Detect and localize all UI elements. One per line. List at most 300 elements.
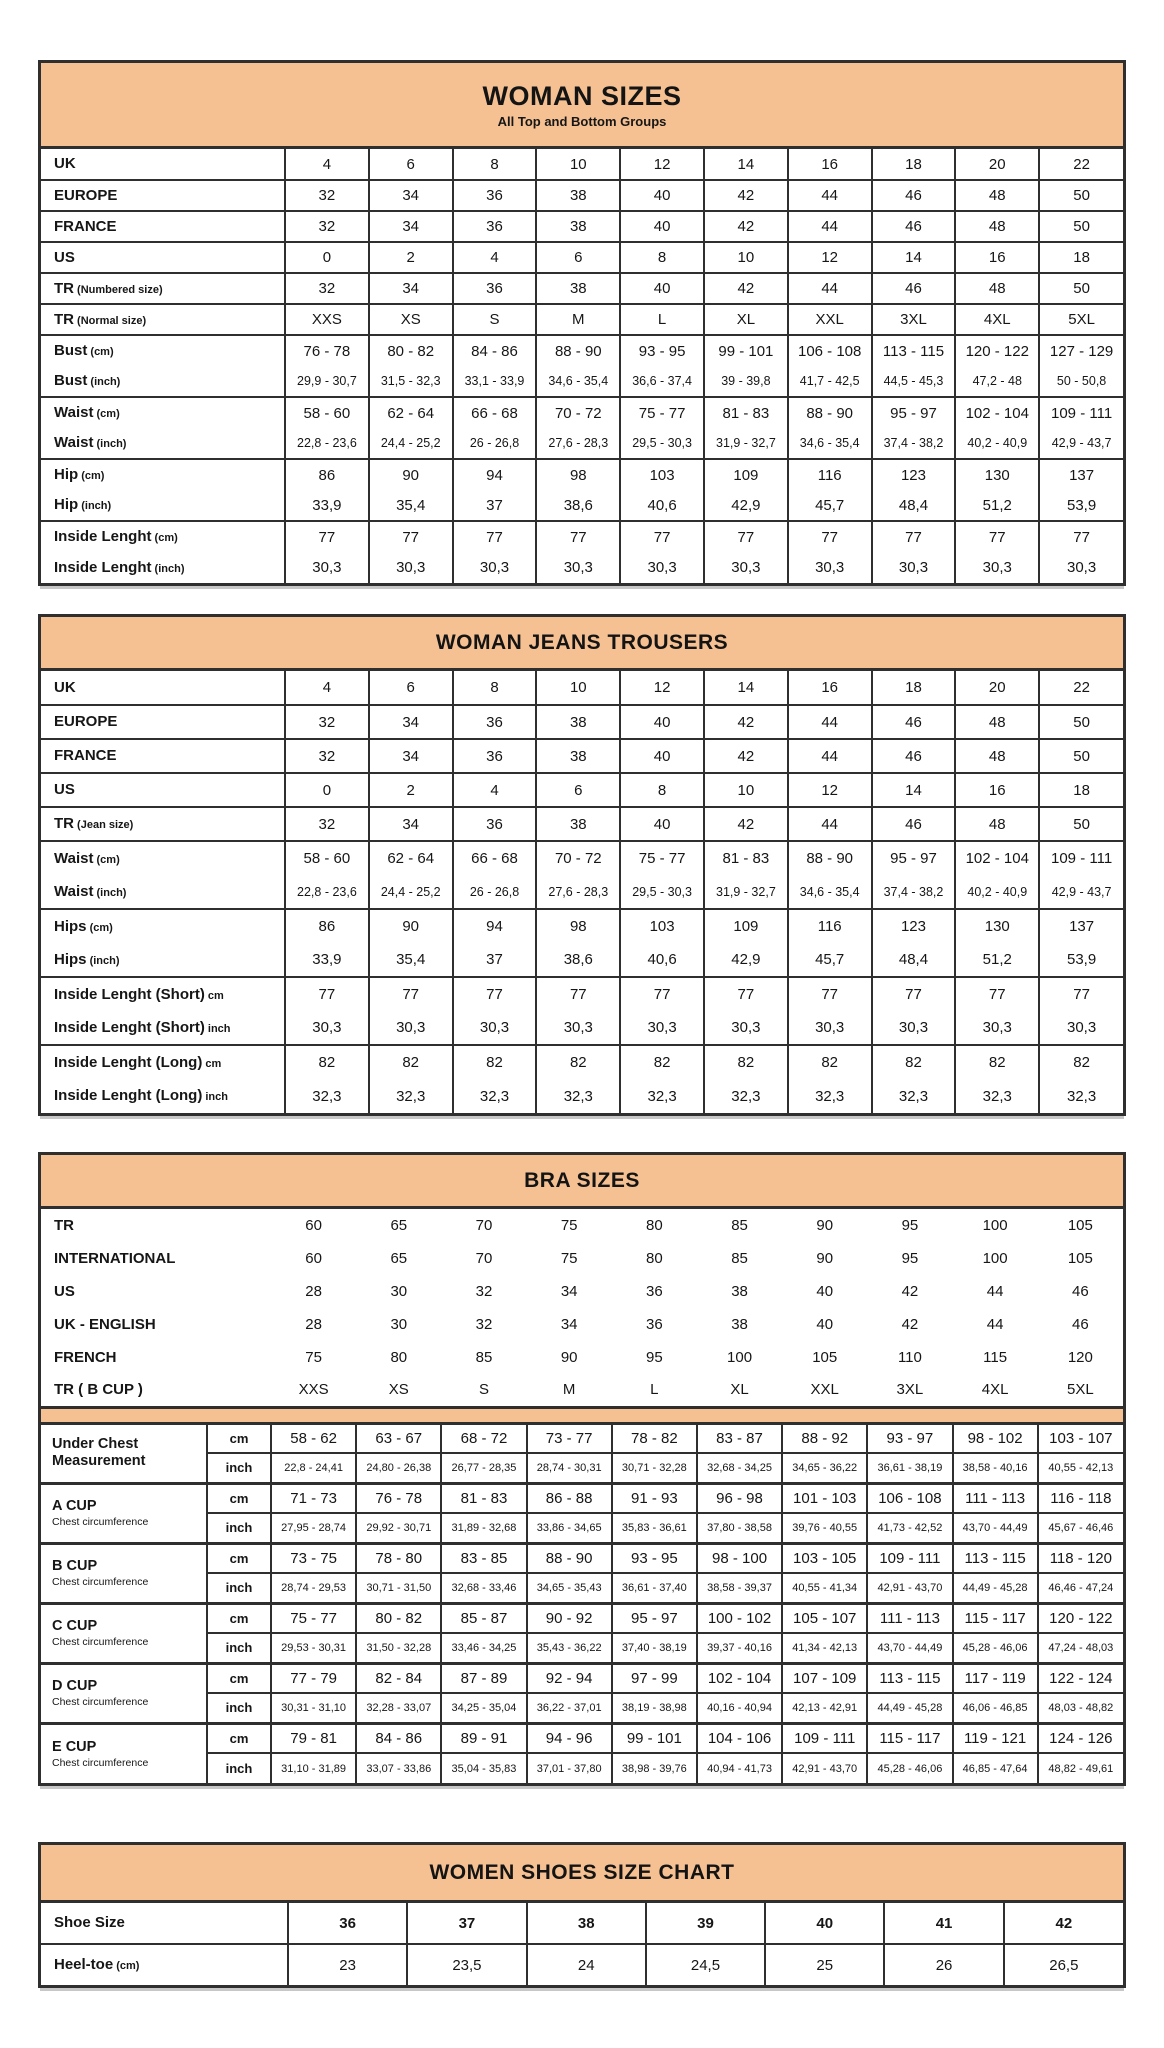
- row-label-text: EUROPE: [54, 186, 118, 204]
- size-value: 35,43 - 36,22: [527, 1633, 612, 1663]
- row-label: [41, 739, 285, 773]
- size-value: 76 - 78: [356, 1483, 441, 1513]
- size-value: 40,16 - 40,94: [697, 1693, 782, 1723]
- size-value: 26 - 26,8: [453, 428, 537, 459]
- size-value: 48: [955, 180, 1039, 211]
- size-value: 48,82 - 49,61: [1038, 1753, 1123, 1783]
- shoes-title: WOMEN SHOES SIZE CHART: [429, 1860, 735, 1884]
- size-value: 31,5 - 32,3: [369, 366, 453, 397]
- size-value: 42: [704, 180, 788, 211]
- size-value: 39,76 - 40,55: [782, 1513, 867, 1543]
- size-value: 32: [475, 1283, 493, 1300]
- size-value: 34,25 - 35,04: [441, 1693, 526, 1723]
- size-value: 29,92 - 30,71: [356, 1513, 441, 1543]
- size-value: 80 - 82: [356, 1603, 441, 1633]
- size-value: 82 - 84: [356, 1663, 441, 1693]
- size-value: 62 - 64: [369, 397, 453, 428]
- size-value: 40,94 - 41,73: [697, 1753, 782, 1783]
- table-row: [41, 335, 1123, 366]
- size-value: 20: [955, 671, 1039, 705]
- size-value: 87 - 89: [441, 1663, 526, 1693]
- size-value: 10: [704, 773, 788, 807]
- bra-group-name: C CUP: [52, 1618, 98, 1635]
- size-value: 42: [901, 1283, 919, 1300]
- size-value: 4: [285, 671, 369, 705]
- size-value: 27,95 - 28,74: [271, 1513, 356, 1543]
- row-label-suffix: (inch): [78, 500, 112, 512]
- size-value: 35,4: [369, 943, 453, 977]
- size-value: 71 - 73: [271, 1483, 356, 1513]
- size-value: 32,68 - 33,46: [441, 1573, 526, 1603]
- size-value: 45,28 - 46,06: [953, 1633, 1038, 1663]
- row-label: [41, 977, 285, 1011]
- size-value: 76 - 78: [285, 335, 369, 366]
- row-label: [41, 180, 285, 211]
- size-value: XXS: [298, 1381, 329, 1399]
- row-label-text: TR: [54, 310, 74, 328]
- row-label: [41, 149, 285, 180]
- size-value: 77: [620, 521, 704, 552]
- size-value: 32,3: [453, 1079, 537, 1113]
- size-value: 45,7: [788, 943, 872, 977]
- size-value: XS: [369, 304, 453, 335]
- size-value: 50: [1039, 273, 1123, 304]
- size-value: 8: [453, 149, 537, 180]
- row-label-suffix: inch: [204, 1022, 231, 1035]
- size-value: 37: [407, 1903, 526, 1944]
- row-label-text: Inside Lenght: [54, 558, 152, 576]
- size-value: 30,3: [453, 552, 537, 583]
- size-value: 48,03 - 48,82: [1038, 1693, 1123, 1723]
- size-value: 60: [305, 1217, 322, 1234]
- row-label: [41, 943, 285, 977]
- size-value: 45,28 - 46,06: [867, 1753, 952, 1783]
- size-value: 90: [369, 459, 453, 490]
- size-value: 32: [285, 273, 369, 304]
- size-value: 94: [453, 909, 537, 943]
- size-value: 116: [788, 459, 872, 490]
- size-value: 16: [788, 671, 872, 705]
- size-value: 30,3: [872, 1011, 956, 1045]
- table-row: [41, 552, 1123, 583]
- table-row: [41, 1308, 1123, 1341]
- size-value: 120 - 122: [1038, 1603, 1123, 1633]
- size-value: 120: [1067, 1349, 1093, 1366]
- table-row: [41, 909, 1123, 943]
- row-label-text: Bust: [54, 342, 88, 359]
- size-value: 30,71 - 32,28: [612, 1453, 697, 1483]
- table-row: [41, 366, 1123, 397]
- table-row: [41, 773, 1123, 807]
- size-value: 85: [731, 1217, 748, 1234]
- size-value: 105 - 107: [782, 1603, 867, 1633]
- row-label: [41, 1374, 271, 1407]
- size-value: 36,61 - 38,19: [867, 1453, 952, 1483]
- row-label-suffix: inch: [202, 1091, 228, 1103]
- size-value: 70: [475, 1217, 493, 1234]
- size-value: 46: [872, 705, 956, 739]
- size-value: 38,6: [536, 943, 620, 977]
- size-value: 8: [620, 242, 704, 273]
- size-value: 36: [453, 273, 537, 304]
- size-value: 111 - 113: [867, 1603, 952, 1633]
- size-value: 77: [788, 521, 872, 552]
- size-value: 40: [620, 705, 704, 739]
- row-label-text: Inside Lenght (Short): [54, 1018, 205, 1036]
- size-value: 51,2: [955, 490, 1039, 521]
- size-value: 32: [285, 807, 369, 841]
- size-value: 77: [285, 521, 369, 552]
- size-value: 29,9 - 30,7: [285, 366, 369, 397]
- size-value: 28: [305, 1283, 322, 1300]
- size-value: L: [650, 1381, 659, 1399]
- size-value: 6: [536, 773, 620, 807]
- size-value: 31,10 - 31,89: [271, 1753, 356, 1783]
- row-label-suffix: (cm): [86, 921, 113, 934]
- size-value: 16: [955, 773, 1039, 807]
- row-label-suffix: (inch): [86, 954, 120, 967]
- size-value: 32,68 - 34,25: [697, 1453, 782, 1483]
- size-value: 75 - 77: [271, 1603, 356, 1633]
- bra-group-name: D CUP: [52, 1678, 98, 1695]
- size-value: 41: [884, 1903, 1003, 1944]
- size-value: 40: [620, 739, 704, 773]
- bra-sizes-section: [38, 1152, 1126, 1786]
- row-label-suffix: cm: [204, 989, 224, 1002]
- size-value: 94: [453, 459, 537, 490]
- size-value: 25: [765, 1944, 884, 1985]
- size-value: 80: [646, 1250, 663, 1267]
- row-label: [41, 1209, 271, 1242]
- size-value: 34: [369, 273, 453, 304]
- size-value: 43,70 - 44,49: [867, 1633, 952, 1663]
- row-label-suffix: (cm): [151, 532, 178, 544]
- size-value: 86 - 88: [527, 1483, 612, 1513]
- size-value: 88 - 90: [788, 397, 872, 428]
- size-value: 88 - 92: [782, 1423, 867, 1453]
- size-value: 105: [812, 1349, 838, 1366]
- size-value: 77: [1039, 977, 1123, 1011]
- size-value: 110: [897, 1349, 922, 1366]
- table-row: [41, 490, 1123, 521]
- size-value: 34,65 - 36,22: [782, 1453, 867, 1483]
- bra-group-subtitle: Chest circumference: [52, 1575, 149, 1588]
- size-value: 42: [704, 211, 788, 242]
- size-value: 26 - 26,8: [453, 875, 537, 909]
- row-label-text: Inside Lenght (Long): [54, 1053, 203, 1071]
- size-value: 77: [453, 521, 537, 552]
- size-value: 30: [390, 1316, 408, 1333]
- bra-group-label: [41, 1723, 207, 1783]
- row-label-text: US: [54, 248, 75, 266]
- size-value: 32,3: [872, 1079, 956, 1113]
- row-label: [41, 1341, 271, 1374]
- row-label-text: FRANCE: [54, 747, 117, 764]
- row-label-suffix: cm: [202, 1057, 222, 1070]
- woman-sizes-section: [38, 60, 1126, 586]
- row-label: [41, 428, 285, 459]
- size-value: 58 - 60: [285, 397, 369, 428]
- size-value: 81 - 83: [704, 841, 788, 875]
- size-value: 42: [1004, 1903, 1123, 1944]
- table-row: [41, 1209, 1123, 1242]
- bra-group-name: E CUP: [52, 1738, 97, 1755]
- row-label: [41, 521, 285, 552]
- size-value: 88 - 90: [536, 335, 620, 366]
- bra-cup-row-cm: [41, 1423, 1123, 1453]
- size-value: 103: [620, 459, 704, 490]
- size-value: 14: [872, 773, 956, 807]
- size-value: 22,8 - 23,6: [285, 428, 369, 459]
- size-value: 30,3: [704, 552, 788, 583]
- size-value: 36: [646, 1283, 663, 1300]
- unit-label-inch: inch: [207, 1753, 271, 1783]
- size-value: 86: [285, 909, 369, 943]
- size-value: 106 - 108: [788, 335, 872, 366]
- table-row: [41, 671, 1123, 705]
- size-value: 48: [955, 807, 1039, 841]
- row-label: [41, 1944, 288, 1985]
- size-value: 95: [901, 1250, 919, 1267]
- size-value: 77: [704, 977, 788, 1011]
- size-value: 33,07 - 33,86: [356, 1753, 441, 1783]
- size-value: 83 - 85: [441, 1543, 526, 1573]
- size-value: 26,77 - 28,35: [441, 1453, 526, 1483]
- size-value: 44,5 - 45,3: [872, 366, 956, 397]
- size-value: 33,46 - 34,25: [441, 1633, 526, 1663]
- size-value: 37,01 - 37,80: [527, 1753, 612, 1783]
- row-label-suffix: (cm): [78, 470, 105, 482]
- table-row: [41, 841, 1123, 875]
- row-label-text: Shoe Size: [54, 1914, 125, 1931]
- row-label-suffix: (inch): [93, 438, 127, 450]
- size-value: 32,3: [369, 1079, 453, 1113]
- size-value: 44: [788, 739, 872, 773]
- size-value: 103 - 107: [1038, 1423, 1123, 1453]
- size-value: 38,58 - 39,37: [697, 1573, 782, 1603]
- bra-group-subtitle: Chest circumference: [52, 1756, 149, 1769]
- unit-label-cm: cm: [207, 1663, 271, 1693]
- size-value: 94 - 96: [527, 1723, 612, 1753]
- table-row: [41, 1011, 1123, 1045]
- size-value: 40,6: [620, 943, 704, 977]
- size-value: 18: [1039, 242, 1123, 273]
- row-label-text: Bust: [54, 372, 88, 389]
- size-value: 44: [986, 1316, 1004, 1333]
- size-value: 29,5 - 30,3: [620, 875, 704, 909]
- bra-sizes-header: [41, 1155, 1123, 1209]
- size-value: XL: [730, 1381, 749, 1399]
- size-value: 98 - 102: [953, 1423, 1038, 1453]
- size-value: 45,7: [788, 490, 872, 521]
- row-label: [41, 335, 285, 366]
- unit-label-cm: cm: [207, 1483, 271, 1513]
- size-value: 137: [1039, 909, 1123, 943]
- size-value: 30,3: [369, 552, 453, 583]
- bra-group-label: [41, 1663, 207, 1723]
- bra-cup-row-cm: [41, 1603, 1123, 1633]
- size-value: 93 - 95: [612, 1543, 697, 1573]
- size-value: 100: [982, 1217, 1008, 1234]
- size-value: 37: [453, 943, 537, 977]
- size-value: 30,3: [620, 1011, 704, 1045]
- unit-label-cm: cm: [207, 1603, 271, 1633]
- row-label: [41, 807, 285, 841]
- size-value: 42,13 - 42,91: [782, 1693, 867, 1723]
- table-row: [41, 1242, 1123, 1275]
- size-value: 95 - 97: [612, 1603, 697, 1633]
- size-value: 4: [453, 773, 537, 807]
- size-value: 53,9: [1039, 490, 1123, 521]
- size-value: 46: [872, 273, 956, 304]
- table-row: [41, 705, 1123, 739]
- size-value: 90: [560, 1349, 578, 1366]
- row-label: [41, 1045, 285, 1079]
- size-value: 38: [731, 1316, 748, 1333]
- size-value: 30,3: [788, 552, 872, 583]
- size-value: 77: [955, 521, 1039, 552]
- size-value: 80: [646, 1217, 663, 1234]
- size-value: 44: [788, 180, 872, 211]
- bra-group-name: A CUP: [52, 1498, 97, 1515]
- size-value: 44,49 - 45,28: [867, 1693, 952, 1723]
- size-value: 100: [982, 1250, 1008, 1267]
- table-row: [41, 875, 1123, 909]
- size-value: 75: [305, 1349, 322, 1366]
- row-label: [41, 459, 285, 490]
- size-value: 100 - 102: [697, 1603, 782, 1633]
- size-value: 82: [704, 1045, 788, 1079]
- size-value: 84 - 86: [453, 335, 537, 366]
- size-value: 42,9: [704, 490, 788, 521]
- size-value: 115 - 117: [867, 1723, 952, 1753]
- size-value: 85 - 87: [441, 1603, 526, 1633]
- size-value: 38: [536, 273, 620, 304]
- size-value: 30,3: [1039, 1011, 1123, 1045]
- size-value: 101 - 103: [782, 1483, 867, 1513]
- size-value: 30,3: [788, 1011, 872, 1045]
- shoes-section: [38, 1842, 1126, 1988]
- size-value: 85: [475, 1349, 493, 1366]
- size-value: 30,3: [285, 552, 369, 583]
- size-value: 28,74 - 30,31: [527, 1453, 612, 1483]
- size-value: 30,3: [872, 552, 956, 583]
- size-value: 82: [285, 1045, 369, 1079]
- size-value: 65: [390, 1217, 408, 1234]
- size-value: 30,3: [369, 1011, 453, 1045]
- size-value: 0: [285, 773, 369, 807]
- size-value: 48,4: [872, 490, 956, 521]
- size-value: 116: [788, 909, 872, 943]
- size-value: 40,2 - 40,9: [955, 428, 1039, 459]
- size-value: 30,3: [536, 1011, 620, 1045]
- size-value: 90: [816, 1217, 834, 1234]
- size-value: 77: [955, 977, 1039, 1011]
- size-value: 77: [704, 521, 788, 552]
- size-value: 46,46 - 47,24: [1038, 1573, 1123, 1603]
- unit-label-cm: cm: [207, 1723, 271, 1753]
- row-label-text: Waist: [54, 404, 94, 421]
- size-value: 60: [305, 1250, 322, 1267]
- table-row: [41, 807, 1123, 841]
- size-value: 12: [620, 671, 704, 705]
- bra-group-subtitle: Chest circumference: [52, 1695, 149, 1708]
- row-label-text: Inside Lenght (Long): [54, 1087, 203, 1104]
- size-value: 34: [369, 807, 453, 841]
- size-value: 95 - 97: [872, 397, 956, 428]
- size-value: 14: [872, 242, 956, 273]
- size-value: 42,9 - 43,7: [1039, 428, 1123, 459]
- size-value: 77 - 79: [271, 1663, 356, 1693]
- table-row: [41, 1275, 1123, 1308]
- size-value: 26,5: [1004, 1944, 1123, 1985]
- size-value: 46: [1072, 1283, 1089, 1300]
- size-value: 24: [527, 1944, 646, 1985]
- size-value: 32: [475, 1316, 493, 1333]
- row-label: [41, 1011, 285, 1045]
- size-value: 106 - 108: [867, 1483, 952, 1513]
- size-value: 10: [536, 149, 620, 180]
- size-value: 14: [704, 149, 788, 180]
- size-value: 44: [788, 273, 872, 304]
- size-value: 41,7 - 42,5: [788, 366, 872, 397]
- size-value: 30: [390, 1283, 408, 1300]
- size-value: 18: [1039, 773, 1123, 807]
- size-value: 124 - 126: [1038, 1723, 1123, 1753]
- row-label-suffix: (cm): [93, 408, 120, 420]
- size-value: 27,6 - 28,3: [536, 875, 620, 909]
- size-value: 93 - 95: [620, 335, 704, 366]
- bra-group-name: B CUP: [52, 1558, 98, 1575]
- size-value: 39: [646, 1903, 765, 1944]
- size-value: 109 - 111: [782, 1723, 867, 1753]
- size-value: 89 - 91: [441, 1723, 526, 1753]
- size-value: 102 - 104: [955, 397, 1039, 428]
- size-value: 38,98 - 39,76: [612, 1753, 697, 1783]
- size-value: 24,4 - 25,2: [369, 875, 453, 909]
- woman-jeans-title: WOMAN JEANS TROUSERS: [435, 630, 729, 654]
- unit-label-inch: inch: [207, 1693, 271, 1723]
- size-value: 42,91 - 43,70: [782, 1753, 867, 1783]
- size-value: 27,6 - 28,3: [536, 428, 620, 459]
- size-value: 38: [536, 739, 620, 773]
- size-value: 77: [285, 977, 369, 1011]
- size-value: 47,2 - 48: [955, 366, 1039, 397]
- size-value: 32,3: [704, 1079, 788, 1113]
- size-value: 88 - 90: [788, 841, 872, 875]
- size-value: 32,3: [620, 1079, 704, 1113]
- size-value: 70: [475, 1250, 493, 1267]
- size-value: 79 - 81: [271, 1723, 356, 1753]
- size-value: 73 - 77: [527, 1423, 612, 1453]
- row-label: [41, 773, 285, 807]
- row-label-text: Waist: [54, 434, 94, 451]
- row-label: [41, 705, 285, 739]
- size-value: 93 - 97: [867, 1423, 952, 1453]
- bra-group-label: [41, 1483, 207, 1543]
- bra-sizes-table: [41, 1209, 1123, 1783]
- table-row: [41, 459, 1123, 490]
- size-value: 3XL: [872, 304, 956, 335]
- size-value: 36: [453, 705, 537, 739]
- size-value: 105: [1067, 1250, 1093, 1267]
- size-value: 30,3: [285, 1011, 369, 1045]
- size-value: 37,4 - 38,2: [872, 428, 956, 459]
- unit-label-cm: cm: [207, 1423, 271, 1453]
- size-value: 5XL: [1066, 1381, 1094, 1399]
- unit-label-inch: inch: [207, 1513, 271, 1543]
- size-value: 34: [560, 1283, 578, 1300]
